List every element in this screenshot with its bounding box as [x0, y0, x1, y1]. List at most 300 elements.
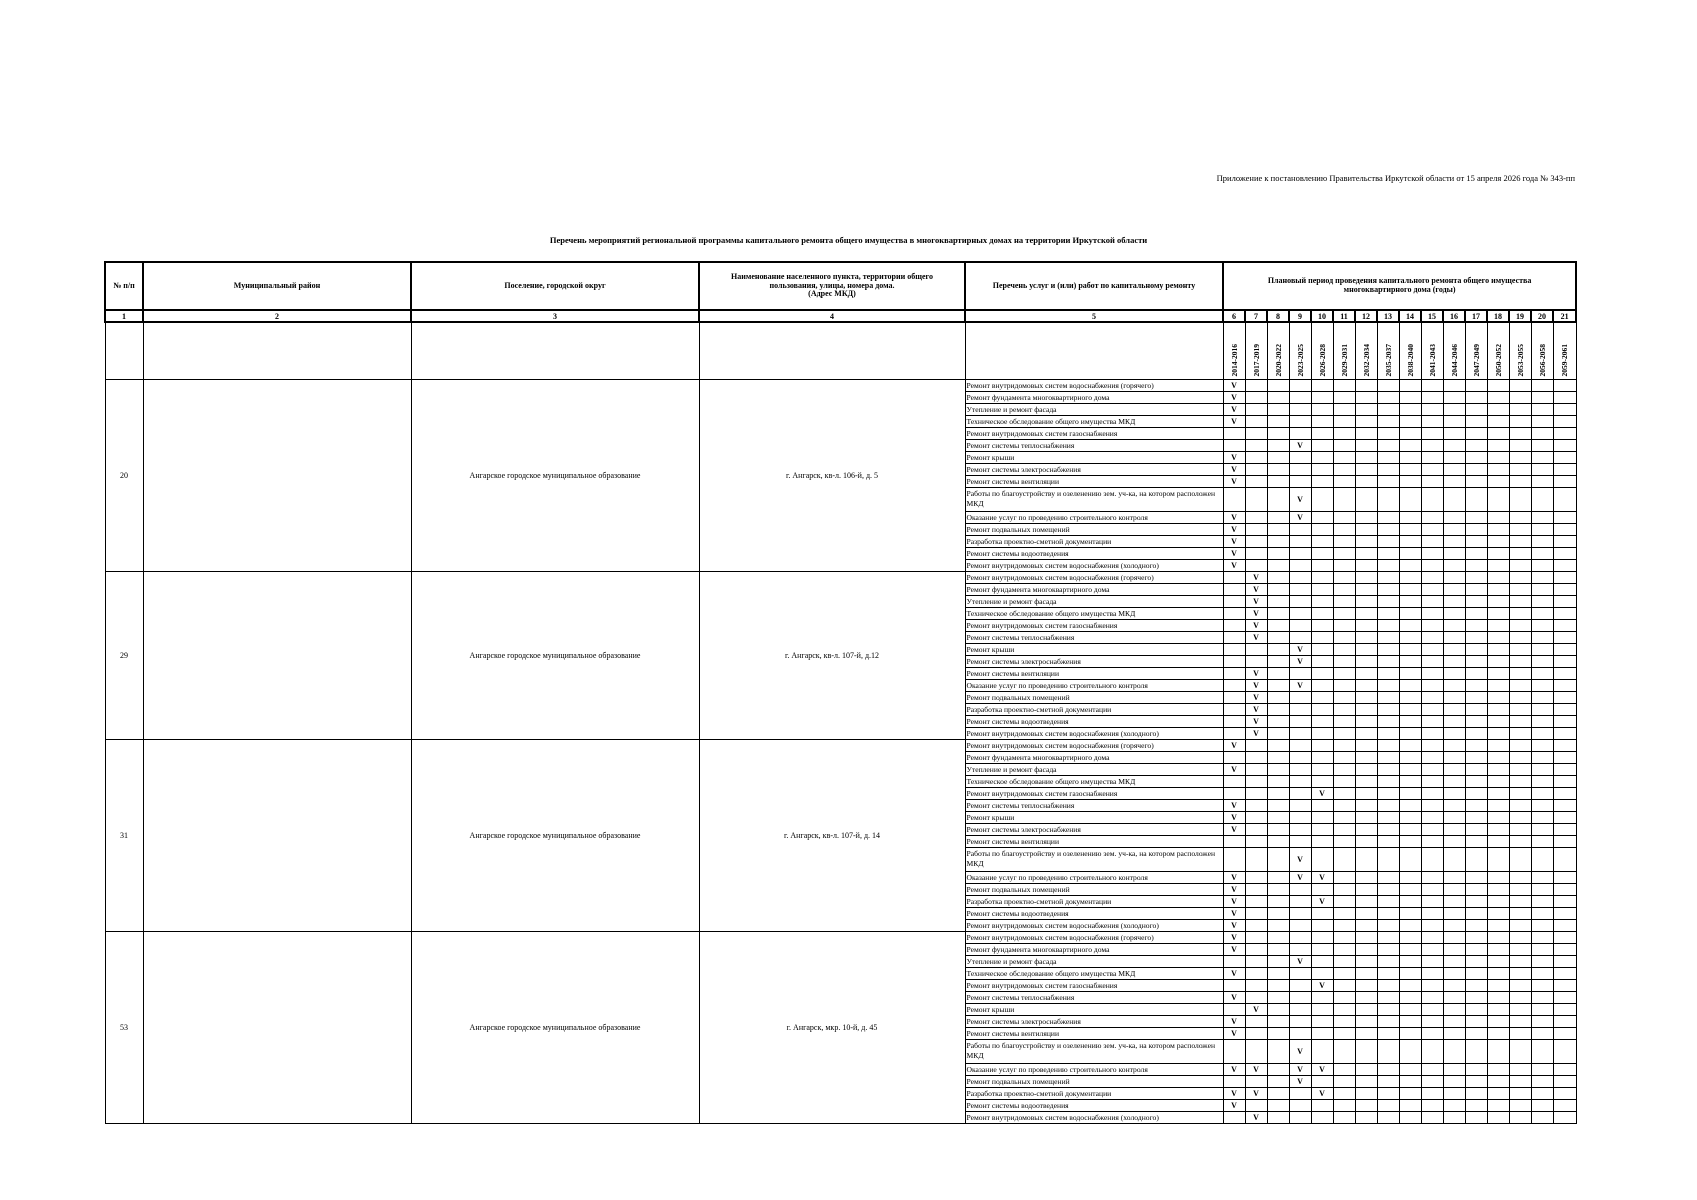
- service-row: [105, 571, 1576, 583]
- empty-period-cell: [1355, 1003, 1377, 1015]
- period-mark-cell: [1245, 823, 1267, 835]
- empty-period-cell: [1465, 595, 1487, 607]
- empty-period-cell: [1377, 715, 1399, 727]
- empty-period-cell: [1553, 739, 1576, 751]
- period-label: 2056-2058: [1537, 344, 1547, 377]
- empty-period-cell: [1509, 583, 1531, 595]
- empty-period-cell: [1421, 775, 1443, 787]
- empty-period-cell: [1531, 907, 1553, 919]
- empty-period-cell: [1553, 787, 1576, 799]
- empty-period-cell: [1333, 523, 1355, 535]
- empty-period-cell: [1443, 379, 1465, 391]
- empty-period-cell: [1465, 943, 1487, 955]
- period-header: [1443, 322, 1465, 379]
- empty-period-cell: [1465, 931, 1487, 943]
- empty-period-cell: [1355, 991, 1377, 1003]
- empty-period-cell: [1333, 787, 1355, 799]
- column-number: 5: [965, 310, 1223, 322]
- empty-period-cell: [1377, 427, 1399, 439]
- group-address: г. Ангарск, кв-л. 107-й, д.12: [699, 571, 965, 739]
- period-mark-cell: [1311, 883, 1333, 895]
- period-mark: V: [1245, 727, 1267, 739]
- empty-period-cell: [1465, 1099, 1487, 1111]
- period-mark-cell: [1223, 715, 1245, 727]
- empty-period-cell: [1355, 811, 1377, 823]
- empty-period-cell: [1333, 1063, 1355, 1075]
- period-mark: V: [1223, 907, 1245, 919]
- empty-period-cell: [1377, 979, 1399, 991]
- empty-period-cell: [1509, 607, 1531, 619]
- period-mark-cell: [1245, 847, 1267, 871]
- empty-period-cell: [1487, 475, 1509, 487]
- empty-period-cell: [1531, 883, 1553, 895]
- period-mark-cell: [1223, 979, 1245, 991]
- empty-period-cell: [1509, 979, 1531, 991]
- empty-period-cell: [1487, 883, 1509, 895]
- empty-period-cell: [1399, 679, 1421, 691]
- empty-period-cell: [1399, 463, 1421, 475]
- group-num: 29: [105, 571, 143, 739]
- empty-period-cell: [1531, 811, 1553, 823]
- empty-period-cell: [1421, 463, 1443, 475]
- empty-period-cell: [1333, 703, 1355, 715]
- empty-period-cell: [1333, 391, 1355, 403]
- service-name: Ремонт крыши: [965, 643, 1223, 655]
- column-number: 1: [105, 310, 143, 322]
- empty-period-cell: [1443, 403, 1465, 415]
- empty-period-cell: [1487, 463, 1509, 475]
- empty-period-cell: [1531, 847, 1553, 871]
- empty-period-cell: [1421, 1075, 1443, 1087]
- empty-period-cell: [1509, 415, 1531, 427]
- period-label: 2041-2043: [1427, 344, 1437, 377]
- empty-period-cell: [1487, 703, 1509, 715]
- group-settlement: Ангарское городское муниципальное образование: [411, 379, 699, 571]
- period-mark-cell: [1289, 391, 1311, 403]
- period-mark-cell: [1245, 439, 1267, 451]
- empty-period-cell: [1399, 475, 1421, 487]
- service-name: Ремонт системы водоотведения: [965, 907, 1223, 919]
- period-mark-cell: [1267, 643, 1289, 655]
- service-name: Оказание услуг по проведению строительного контроля: [965, 511, 1223, 523]
- empty-period-cell: [1399, 595, 1421, 607]
- period-mark-cell: [1289, 739, 1311, 751]
- period-mark: V: [1223, 823, 1245, 835]
- empty-period-cell: [1531, 487, 1553, 511]
- period-mark-cell: [1245, 955, 1267, 967]
- period-mark-cell: [1223, 751, 1245, 763]
- empty-period-cell: [1553, 811, 1576, 823]
- service-name: Ремонт подвальных помещений: [965, 883, 1223, 895]
- empty-period-cell: [1487, 1099, 1509, 1111]
- empty-period-cell: [1553, 1111, 1576, 1123]
- period-mark: V: [1223, 547, 1245, 559]
- empty-period-cell: [1465, 619, 1487, 631]
- empty-period-cell: [1377, 1087, 1399, 1099]
- empty-period-cell: [1531, 967, 1553, 979]
- service-name: Ремонт фундамента многоквартирного дома: [965, 943, 1223, 955]
- column-number: 16: [1443, 310, 1465, 322]
- empty-period-cell: [1553, 607, 1576, 619]
- empty-period-cell: [1531, 415, 1553, 427]
- empty-period-cell: [1377, 595, 1399, 607]
- empty-period-cell: [1333, 979, 1355, 991]
- empty-period-cell: [1377, 895, 1399, 907]
- period-mark-cell: [1311, 835, 1333, 847]
- empty-period-cell: [1553, 667, 1576, 679]
- period-mark-cell: [1267, 931, 1289, 943]
- empty-period-cell: [1509, 931, 1531, 943]
- period-mark-cell: [1311, 907, 1333, 919]
- empty-period-cell: [1333, 811, 1355, 823]
- empty-period-cell: [1399, 787, 1421, 799]
- period-mark-cell: [1267, 979, 1289, 991]
- empty-period-cell: [1443, 739, 1465, 751]
- empty-period-cell: [1487, 715, 1509, 727]
- empty-period-cell: [1465, 1075, 1487, 1087]
- empty-period-cell: [1421, 955, 1443, 967]
- empty-period-cell: [1443, 619, 1465, 631]
- empty-period-cell: [1465, 547, 1487, 559]
- empty-period-cell: [1377, 703, 1399, 715]
- period-mark-cell: [1223, 643, 1245, 655]
- period-mark-cell: [1223, 655, 1245, 667]
- empty-period-cell: [1333, 967, 1355, 979]
- service-name: Ремонт системы теплоснабжения: [965, 799, 1223, 811]
- empty-period-cell: [1355, 835, 1377, 847]
- empty-period-cell: [1553, 979, 1576, 991]
- empty-period-cell: [1377, 787, 1399, 799]
- empty-period-cell: [1553, 943, 1576, 955]
- empty-period-cell: [1443, 487, 1465, 511]
- empty-period-cell: [1355, 775, 1377, 787]
- period-mark-cell: [1289, 1099, 1311, 1111]
- column-number: 20: [1531, 310, 1553, 322]
- empty-period-cell: [1333, 883, 1355, 895]
- period-mark: V: [1245, 619, 1267, 631]
- empty-period-cell: [1487, 739, 1509, 751]
- period-mark-cell: [1267, 919, 1289, 931]
- column-number: 3: [411, 310, 699, 322]
- period-label: 2023-2025: [1295, 344, 1305, 377]
- period-mark-cell: [1289, 979, 1311, 991]
- period-mark: V: [1223, 739, 1245, 751]
- period-mark-cell: [1223, 835, 1245, 847]
- empty-period-cell: [1531, 799, 1553, 811]
- empty-period-cell: [1355, 1111, 1377, 1123]
- service-name: Ремонт системы теплоснабжения: [965, 991, 1223, 1003]
- empty-period-cell: [1509, 847, 1531, 871]
- empty-period-cell: [1487, 1039, 1509, 1063]
- column-number: 15: [1421, 310, 1443, 322]
- empty-period-cell: [1355, 979, 1377, 991]
- empty-period-cell: [1443, 775, 1465, 787]
- period-mark-cell: [1267, 1027, 1289, 1039]
- empty-period-cell: [1443, 583, 1465, 595]
- period-mark-cell: [1245, 739, 1267, 751]
- empty-period-cell: [1355, 595, 1377, 607]
- empty-period-cell: [1465, 511, 1487, 523]
- period-mark-cell: [1311, 967, 1333, 979]
- empty-period-cell: [1333, 955, 1355, 967]
- service-name: Ремонт фундамента многоквартирного дома: [965, 751, 1223, 763]
- empty-period-cell: [1355, 1039, 1377, 1063]
- period-blank-1: [105, 322, 143, 379]
- empty-period-cell: [1399, 895, 1421, 907]
- empty-period-cell: [1355, 547, 1377, 559]
- empty-period-cell: [1465, 427, 1487, 439]
- empty-period-cell: [1487, 643, 1509, 655]
- service-name: Ремонт внутридомовых систем газоснабжения: [965, 427, 1223, 439]
- empty-period-cell: [1465, 991, 1487, 1003]
- empty-period-cell: [1443, 391, 1465, 403]
- empty-period-cell: [1487, 511, 1509, 523]
- empty-period-cell: [1355, 403, 1377, 415]
- empty-period-cell: [1553, 847, 1576, 871]
- period-mark-cell: [1289, 967, 1311, 979]
- empty-period-cell: [1399, 655, 1421, 667]
- empty-period-cell: [1487, 523, 1509, 535]
- service-name: Ремонт системы вентиляции: [965, 1027, 1223, 1039]
- empty-period-cell: [1421, 439, 1443, 451]
- empty-period-cell: [1355, 787, 1377, 799]
- empty-period-cell: [1509, 1075, 1531, 1087]
- period-mark-cell: [1267, 799, 1289, 811]
- period-mark-cell: [1289, 1111, 1311, 1123]
- empty-period-cell: [1509, 451, 1531, 463]
- empty-period-cell: [1487, 847, 1509, 871]
- empty-period-cell: [1421, 703, 1443, 715]
- period-mark-cell: [1311, 607, 1333, 619]
- empty-period-cell: [1509, 643, 1531, 655]
- empty-period-cell: [1553, 571, 1576, 583]
- empty-period-cell: [1465, 751, 1487, 763]
- period-mark-cell: [1223, 619, 1245, 631]
- empty-period-cell: [1553, 715, 1576, 727]
- period-mark-cell: [1223, 607, 1245, 619]
- empty-period-cell: [1355, 1075, 1377, 1087]
- empty-period-cell: [1333, 379, 1355, 391]
- group-address: г. Ангарск, кв-л. 106-й, д. 5: [699, 379, 965, 571]
- empty-period-cell: [1443, 571, 1465, 583]
- period-mark: V: [1289, 1039, 1311, 1063]
- period-mark: V: [1289, 1063, 1311, 1075]
- period-mark-cell: [1289, 559, 1311, 571]
- empty-period-cell: [1465, 691, 1487, 703]
- period-mark: V: [1289, 439, 1311, 451]
- empty-period-cell: [1355, 427, 1377, 439]
- period-mark-cell: [1245, 463, 1267, 475]
- period-mark-cell: [1311, 823, 1333, 835]
- period-mark-cell: [1245, 931, 1267, 943]
- empty-period-cell: [1465, 559, 1487, 571]
- empty-period-cell: [1487, 1063, 1509, 1075]
- service-name: Утепление и ремонт фасада: [965, 763, 1223, 775]
- period-mark-cell: [1223, 703, 1245, 715]
- period-mark: V: [1223, 943, 1245, 955]
- empty-period-cell: [1443, 883, 1465, 895]
- period-mark-cell: [1267, 451, 1289, 463]
- empty-period-cell: [1377, 379, 1399, 391]
- period-header: [1553, 322, 1576, 379]
- period-mark-cell: [1289, 715, 1311, 727]
- empty-period-cell: [1399, 775, 1421, 787]
- empty-period-cell: [1487, 619, 1509, 631]
- period-mark-cell: [1267, 823, 1289, 835]
- period-mark-cell: [1311, 643, 1333, 655]
- empty-period-cell: [1333, 679, 1355, 691]
- empty-period-cell: [1421, 1099, 1443, 1111]
- empty-period-cell: [1465, 703, 1487, 715]
- period-mark: V: [1245, 583, 1267, 595]
- empty-period-cell: [1509, 619, 1531, 631]
- empty-period-cell: [1531, 595, 1553, 607]
- empty-period-cell: [1399, 379, 1421, 391]
- group-district: [143, 571, 411, 739]
- empty-period-cell: [1355, 715, 1377, 727]
- period-mark: V: [1223, 1015, 1245, 1027]
- period-label: 2020-2022: [1273, 344, 1283, 377]
- empty-period-cell: [1355, 511, 1377, 523]
- empty-period-cell: [1377, 967, 1399, 979]
- empty-period-cell: [1509, 547, 1531, 559]
- period-header: [1465, 322, 1487, 379]
- period-mark-cell: [1311, 523, 1333, 535]
- empty-period-cell: [1399, 523, 1421, 535]
- empty-period-cell: [1465, 823, 1487, 835]
- empty-period-cell: [1509, 667, 1531, 679]
- empty-period-cell: [1377, 835, 1399, 847]
- period-mark: V: [1223, 463, 1245, 475]
- empty-period-cell: [1531, 787, 1553, 799]
- period-mark-cell: [1311, 487, 1333, 511]
- empty-period-cell: [1531, 895, 1553, 907]
- service-name: Ремонт системы электроснабжения: [965, 655, 1223, 667]
- column-number: 10: [1311, 310, 1333, 322]
- empty-period-cell: [1443, 535, 1465, 547]
- empty-period-cell: [1377, 763, 1399, 775]
- period-mark-cell: [1289, 727, 1311, 739]
- empty-period-cell: [1377, 655, 1399, 667]
- period-label: 2038-2040: [1405, 344, 1415, 377]
- empty-period-cell: [1377, 1027, 1399, 1039]
- period-mark: V: [1245, 715, 1267, 727]
- period-mark-cell: [1245, 835, 1267, 847]
- period-mark-cell: [1245, 967, 1267, 979]
- period-mark-cell: [1289, 1015, 1311, 1027]
- empty-period-cell: [1443, 691, 1465, 703]
- service-name: Ремонт системы вентиляции: [965, 475, 1223, 487]
- period-mark-cell: [1267, 991, 1289, 1003]
- period-mark-cell: [1289, 571, 1311, 583]
- period-mark-cell: [1289, 751, 1311, 763]
- empty-period-cell: [1531, 991, 1553, 1003]
- period-mark-cell: [1223, 1111, 1245, 1123]
- empty-period-cell: [1421, 943, 1443, 955]
- empty-period-cell: [1333, 439, 1355, 451]
- empty-period-cell: [1509, 991, 1531, 1003]
- empty-period-cell: [1377, 547, 1399, 559]
- period-mark-cell: [1311, 559, 1333, 571]
- empty-period-cell: [1377, 667, 1399, 679]
- period-header: [1267, 322, 1289, 379]
- service-name: Утепление и ремонт фасада: [965, 955, 1223, 967]
- period-mark-cell: [1311, 451, 1333, 463]
- period-mark-cell: [1289, 463, 1311, 475]
- empty-period-cell: [1509, 1063, 1531, 1075]
- empty-period-cell: [1377, 475, 1399, 487]
- empty-period-cell: [1355, 535, 1377, 547]
- period-mark-cell: [1311, 619, 1333, 631]
- service-name: Ремонт системы электроснабжения: [965, 823, 1223, 835]
- empty-period-cell: [1355, 415, 1377, 427]
- period-mark: V: [1223, 511, 1245, 523]
- empty-period-cell: [1553, 487, 1576, 511]
- empty-period-cell: [1531, 919, 1553, 931]
- period-mark: V: [1289, 1075, 1311, 1087]
- period-mark-cell: [1245, 559, 1267, 571]
- empty-period-cell: [1531, 1087, 1553, 1099]
- period-mark-cell: [1289, 943, 1311, 955]
- empty-period-cell: [1333, 739, 1355, 751]
- empty-period-cell: [1531, 403, 1553, 415]
- empty-period-cell: [1509, 1027, 1531, 1039]
- service-name: Ремонт фундамента многоквартирного дома: [965, 583, 1223, 595]
- service-name: Работы по благоустройству и озеленению зем. уч-ка, на котором расположен МКД: [965, 1039, 1223, 1063]
- empty-period-cell: [1531, 691, 1553, 703]
- empty-period-cell: [1509, 379, 1531, 391]
- period-mark: V: [1289, 655, 1311, 667]
- empty-period-cell: [1553, 1075, 1576, 1087]
- group-settlement: Ангарское городское муниципальное образование: [411, 931, 699, 1123]
- empty-period-cell: [1465, 1111, 1487, 1123]
- empty-period-cell: [1399, 835, 1421, 847]
- period-mark-cell: [1245, 979, 1267, 991]
- empty-period-cell: [1421, 559, 1443, 571]
- period-mark-cell: [1311, 751, 1333, 763]
- service-name: Ремонт системы теплоснабжения: [965, 439, 1223, 451]
- empty-period-cell: [1509, 691, 1531, 703]
- empty-period-cell: [1531, 871, 1553, 883]
- empty-period-cell: [1355, 823, 1377, 835]
- period-label: 2044-2046: [1449, 344, 1459, 377]
- empty-period-cell: [1465, 967, 1487, 979]
- period-mark: V: [1311, 871, 1333, 883]
- period-mark-cell: [1245, 775, 1267, 787]
- column-number: 12: [1355, 310, 1377, 322]
- empty-period-cell: [1531, 763, 1553, 775]
- period-mark-cell: [1311, 1039, 1333, 1063]
- empty-period-cell: [1553, 679, 1576, 691]
- empty-period-cell: [1465, 1087, 1487, 1099]
- empty-period-cell: [1421, 799, 1443, 811]
- period-mark-cell: [1311, 655, 1333, 667]
- header-settlement: Поселение, городской округ: [411, 262, 699, 310]
- empty-period-cell: [1399, 535, 1421, 547]
- empty-period-cell: [1553, 835, 1576, 847]
- period-label: 2059-2061: [1560, 344, 1570, 377]
- period-mark-cell: [1289, 667, 1311, 679]
- period-mark-cell: [1245, 655, 1267, 667]
- period-mark-cell: [1245, 787, 1267, 799]
- empty-period-cell: [1531, 667, 1553, 679]
- empty-period-cell: [1333, 1015, 1355, 1027]
- empty-period-cell: [1443, 463, 1465, 475]
- service-name: Техническое обследование общего имущества МКД: [965, 607, 1223, 619]
- period-mark-cell: [1311, 811, 1333, 823]
- empty-period-cell: [1531, 835, 1553, 847]
- period-mark: V: [1311, 979, 1333, 991]
